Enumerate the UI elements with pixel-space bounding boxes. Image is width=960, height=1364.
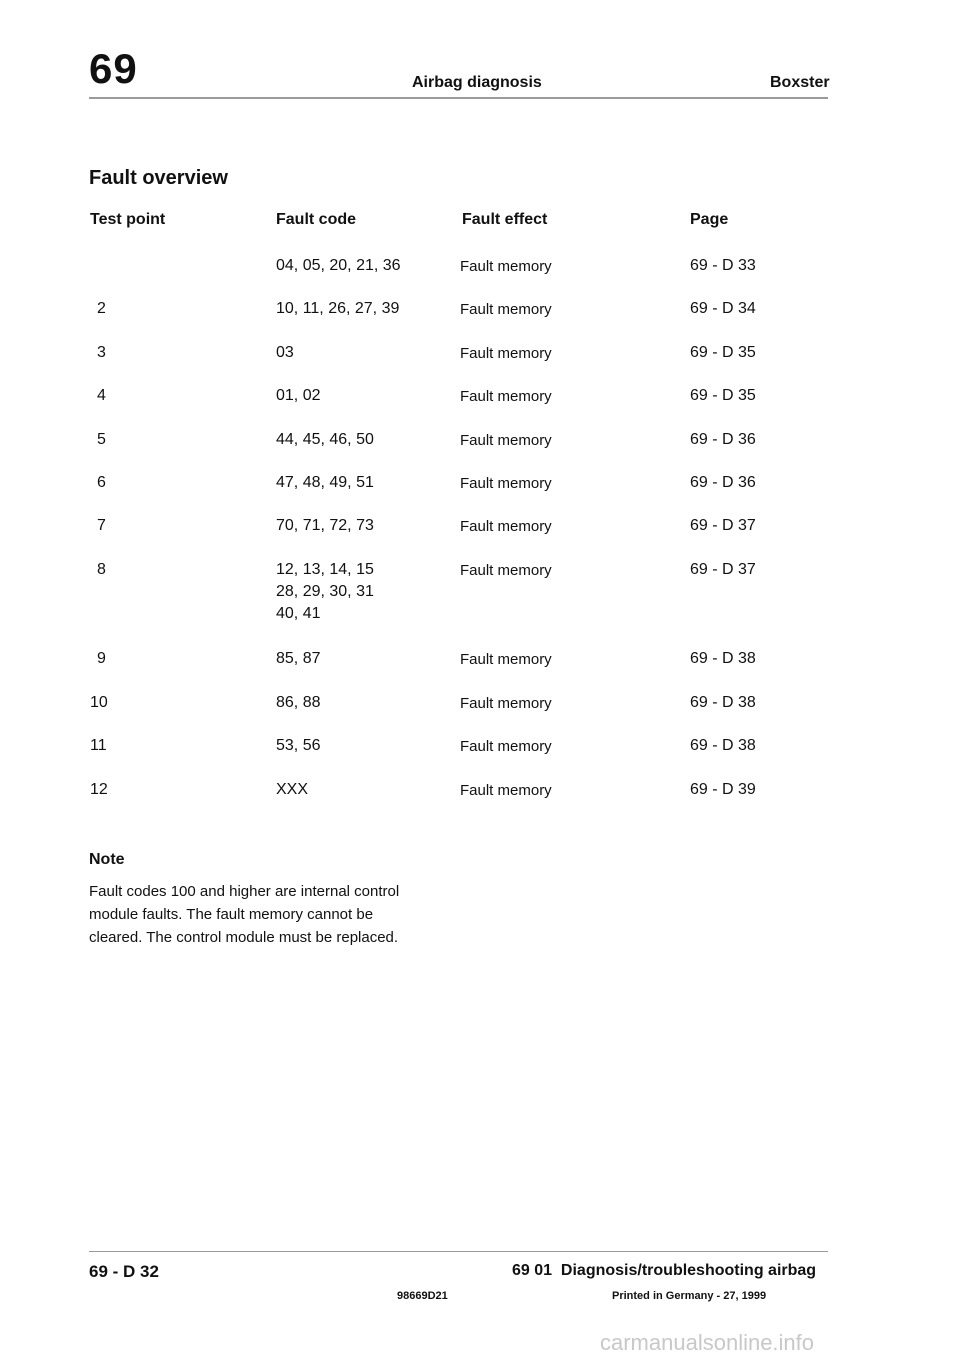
- fault-effect-cell: Fault memory: [460, 562, 552, 579]
- fault-effect-cell: Fault memory: [460, 782, 552, 799]
- test-point-cell: 11: [90, 737, 107, 754]
- footer-print-info: Printed in Germany - 27, 1999: [612, 1290, 767, 1302]
- test-point-cell: 8: [97, 561, 106, 578]
- test-point-cell: 5: [97, 431, 106, 448]
- note-heading: Note: [89, 851, 125, 868]
- page-ref-cell: 69 - D 36: [690, 431, 756, 448]
- note-text: Fault codes 100 and higher are internal control module faults. The fault memory cannot be cleared. The control module must be replaced.: [89, 883, 400, 946]
- page-ref-cell: 69 - D 38: [690, 737, 756, 754]
- test-point-cell: 9: [97, 650, 106, 667]
- test-point-cell: 6: [97, 474, 106, 491]
- fault-code-cell: 70, 71, 72, 73: [276, 517, 374, 534]
- fault-effect-cell: Fault memory: [460, 695, 552, 712]
- test-point-cell: 12: [90, 781, 108, 798]
- page-ref-cell: 69 - D 33: [690, 257, 756, 274]
- fault-effect-cell: Fault memory: [460, 738, 552, 755]
- test-point-cell: 7: [97, 517, 106, 534]
- fault-code-cell: XXX: [276, 781, 309, 798]
- column-header-page: Page: [690, 211, 729, 228]
- footer-divider: [89, 1251, 828, 1252]
- page-ref-cell: 69 - D 36: [690, 474, 756, 491]
- test-point-cell: 4: [97, 387, 106, 404]
- page-ref-cell: 69 - D 38: [690, 650, 756, 667]
- column-header-fault-effect: Fault effect: [462, 211, 548, 228]
- page-ref-cell: 69 - D 39: [690, 781, 756, 798]
- fault-effect-cell: Fault memory: [460, 301, 552, 318]
- fault-code-cell: 04, 05, 20, 21, 36: [276, 257, 401, 274]
- fault-code-cell: 03: [276, 344, 294, 361]
- watermark: carmanualsonline.info: [600, 1330, 815, 1355]
- fault-code-cell: 10, 11, 26, 27, 39: [276, 300, 400, 317]
- footer-page-number: 69 - D 32: [89, 1262, 159, 1281]
- fault-effect-cell: Fault memory: [460, 345, 552, 362]
- column-header-fault-code: Fault code: [276, 211, 357, 228]
- fault-code-cell: 53, 56: [276, 737, 321, 754]
- header-divider: [89, 97, 828, 99]
- test-point-cell: 2: [97, 300, 106, 317]
- page-ref-cell: 69 - D 35: [690, 344, 756, 361]
- test-point-cell: 10: [90, 694, 108, 711]
- page-header-model: Boxster: [770, 74, 830, 91]
- chapter-number: 69: [89, 45, 138, 92]
- fault-code-cell: 86, 88: [276, 694, 321, 711]
- fault-effect-cell: Fault memory: [460, 258, 552, 275]
- test-point-cell: 3: [97, 344, 106, 361]
- footer-section: 69 01 Diagnosis/troubleshooting airbag: [512, 1262, 817, 1279]
- fault-code-cell: 01, 02: [276, 387, 321, 404]
- fault-code-cell: 85, 87: [276, 650, 321, 667]
- page-ref-cell: 69 - D 35: [690, 387, 756, 404]
- fault-code-cell: 44, 45, 46, 50: [276, 431, 374, 448]
- fault-effect-cell: Fault memory: [460, 518, 552, 535]
- fault-effect-cell: Fault memory: [460, 651, 552, 668]
- section-title: Fault overview: [89, 167, 228, 189]
- fault-code-cell: 47, 48, 49, 51: [276, 474, 374, 491]
- fault-effect-cell: Fault memory: [460, 388, 552, 405]
- fault-effect-cell: Fault memory: [460, 475, 552, 492]
- page-ref-cell: 69 - D 37: [690, 561, 756, 578]
- fault-effect-cell: Fault memory: [460, 432, 552, 449]
- footer-document-code: 98669D21: [397, 1290, 448, 1302]
- page-ref-cell: 69 - D 34: [690, 300, 756, 317]
- page-ref-cell: 69 - D 37: [690, 517, 756, 534]
- page-header-title: Airbag diagnosis: [412, 74, 542, 91]
- page-ref-cell: 69 - D 38: [690, 694, 756, 711]
- column-header-test-point: Test point: [90, 211, 166, 228]
- fault-code-cell: 12, 13, 14, 15 28, 29, 30, 31 40, 41: [276, 561, 374, 622]
